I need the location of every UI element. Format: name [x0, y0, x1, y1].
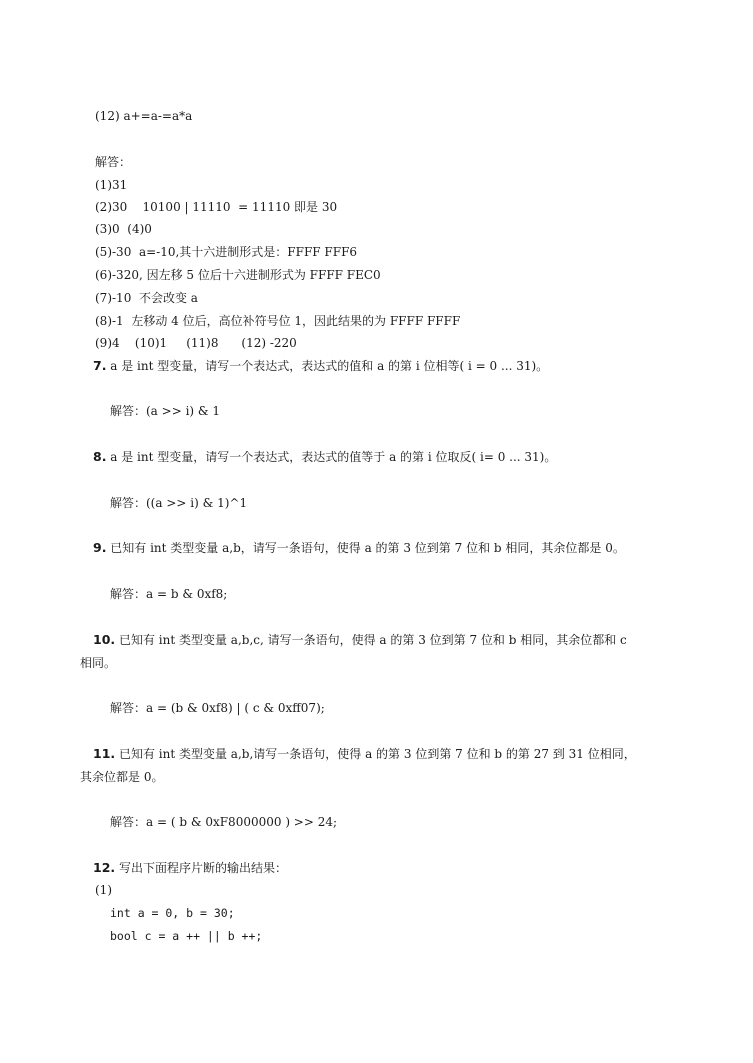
code-line: bool c = a ++ || b ++;: [110, 929, 263, 943]
question-8: [93, 449, 556, 465]
question-10-continued: 相同。: [80, 656, 117, 670]
code-line: int a = 0, b = 30;: [110, 906, 235, 920]
answer-9: 解答：a = b & 0xf8;: [110, 587, 228, 601]
answer-line-6: (7)-10 不会改变 a: [95, 291, 198, 305]
question-text: 写出下面程序片断的输出结果：: [115, 861, 287, 875]
answer-8: 解答：((a >> i) & 1)^1: [110, 496, 248, 510]
question-7: [93, 358, 548, 374]
answer-11: 解答：a = ( b & 0xF8000000 ) >> 24;: [110, 815, 338, 829]
code-part-label: (1): [95, 883, 112, 897]
answer-10: 解答：a = (b & 0xf8) | ( c & 0xff07);: [110, 701, 325, 715]
answer-line-1: (1)31: [95, 178, 128, 192]
answer-label: 解答：: [95, 155, 132, 169]
answer-line-5: (6)-320, 因左移 5 位后十六进制形式为 FFFF FEC0: [95, 268, 381, 282]
question-10: [93, 632, 627, 648]
question-number: 8.: [93, 449, 107, 464]
question-text: 已知有 int 类型变量 a,b，请写一条语句，使得 a 的第 3 位到第 7 位和 b 相同，其余位都是 0。: [106, 541, 625, 555]
question-number: 9.: [93, 540, 107, 555]
answer-7: 解答：(a >> i) & 1: [110, 404, 221, 418]
question-number: 11.: [93, 746, 116, 761]
question-11: [93, 746, 636, 762]
question-text: 已知有 int 类型变量 a,b,请写一条语句，使得 a 的第 3 位到第 7 位和 b 的第 27 到 31 位相同，: [115, 747, 636, 761]
question-12: [93, 860, 287, 876]
question-11-continued: 其余位都是 0。: [80, 770, 164, 784]
question-9: [93, 540, 625, 556]
answer-line-2: (2)30 10100 | 11110 = 11110 即是 30: [95, 200, 338, 214]
question-number: 12.: [93, 860, 116, 875]
question-number: 10.: [93, 632, 116, 647]
question-text: 已知有 int 类型变量 a,b,c, 请写一条语句，使得 a 的第 3 位到第 7 位和 b 相同，其余位都和 c: [115, 633, 627, 647]
answer-line-3: (3)0 (4)0: [95, 222, 152, 236]
q12-expression: (12) a+=a-=a*a: [95, 109, 193, 123]
question-text: a 是 int 型变量，请写一个表达式，表达式的值和 a 的第 i 位相等( i = 0 ... 31)。: [106, 359, 549, 373]
answer-line-7: (8)-1 左移动 4 位后，高位补符号位 1，因此结果的为 FFFF FFFF: [95, 314, 461, 328]
question-number: 7.: [93, 358, 107, 373]
answer-line-4: (5)-30 a=-10,其十六进制形式是：FFFF FFF6: [95, 245, 358, 259]
question-text: a 是 int 型变量，请写一个表达式，表达式的值等于 a 的第 i 位取反( i= 0 ... 31)。: [106, 450, 557, 464]
answer-line-8: (9)4 (10)1 (11)8 (12) -220: [95, 336, 297, 350]
